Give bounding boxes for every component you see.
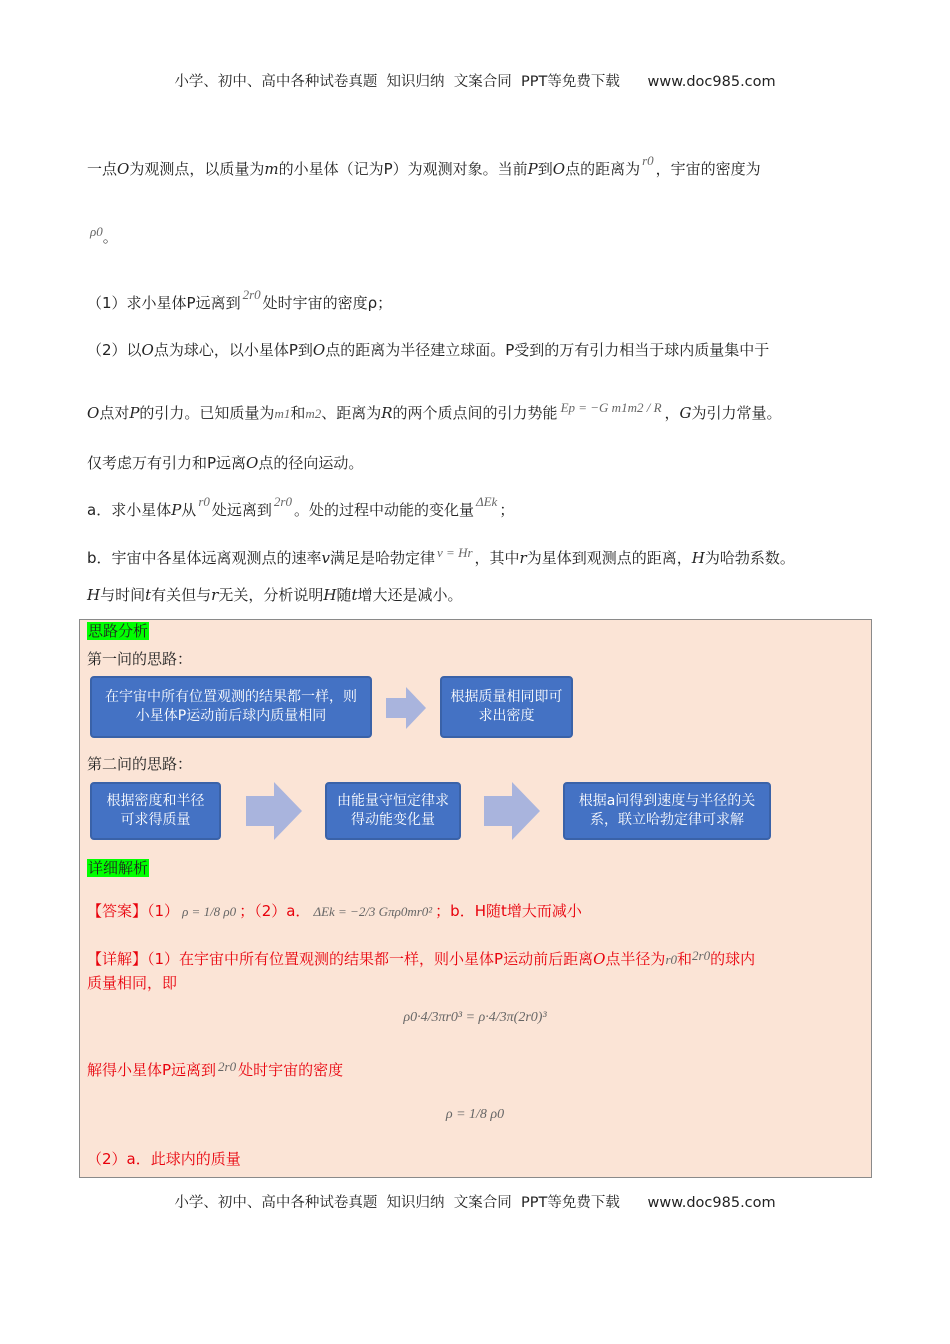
var-O: O	[552, 160, 566, 178]
text: 的小星体（记为P）为观测对象。当前	[278, 160, 528, 178]
text: 为星体到观测点的距离，	[526, 549, 692, 567]
var-r: r	[519, 549, 527, 567]
text: 仅考虑万有引力和P远离	[87, 454, 247, 472]
flow-box-q2-2: 由能量守恒定律求得动能变化量	[325, 782, 461, 840]
flow-arrow-icon	[386, 687, 426, 729]
var-H: H	[691, 549, 705, 567]
text: ，其中	[474, 549, 520, 567]
text: 处时宇宙的密度ρ；	[262, 294, 393, 312]
equation-1: ρ0·4/3πr0³ = ρ·4/3π(2r0)³	[403, 1010, 547, 1025]
text: 的引力。已知质量为	[139, 404, 275, 422]
text: 和	[290, 404, 306, 422]
q2-thinking-label: 第二问的思路：	[87, 755, 193, 773]
text: 随	[336, 586, 352, 604]
text: 到	[537, 160, 553, 178]
text: 的两个质点间的引力势能	[392, 404, 558, 422]
text: 有关但与	[151, 586, 212, 604]
text: 为观测点，以质量为	[129, 160, 265, 178]
text: ，宇宙的密度为	[655, 160, 761, 178]
text: 解得小星体P远离到	[87, 1061, 217, 1079]
var-O: O	[141, 341, 154, 359]
text: 点对	[99, 404, 130, 422]
var-P: P	[527, 160, 538, 178]
text: 的球内	[710, 950, 756, 968]
text: 点半径为	[605, 950, 666, 968]
q1-thinking-label: 第一问的思路：	[87, 650, 193, 668]
solve-line	[87, 1059, 343, 1082]
formula-m1: m1	[274, 406, 291, 421]
formula-answer-2a: ΔEk = −2/3 Gπρ0mr0²	[313, 904, 433, 919]
var-R: R	[381, 404, 393, 422]
problem-line-1	[87, 153, 761, 181]
text: 。	[102, 228, 118, 246]
problem-line-2	[90, 226, 118, 249]
page-header: 小学、初中、高中各种试卷真题 知识归纳 文案合同 PPT等免费下载 www.doc985.com	[174, 74, 776, 90]
formula-2r0: 2r0	[218, 1059, 237, 1074]
var-O: O	[246, 454, 259, 472]
formula-answer-1: ρ = 1/8 ρ0	[182, 904, 237, 919]
formula-2r0: 2r0	[273, 494, 292, 509]
detail-tag: 【详解】	[87, 950, 148, 968]
text: 为引力常量。	[691, 404, 782, 422]
text: 增大还是减小。	[357, 586, 463, 604]
question-a	[87, 494, 515, 522]
text: 点的距离为	[565, 160, 641, 178]
question-1	[87, 287, 393, 315]
formula-dek: ΔEk	[475, 494, 498, 509]
formula-r0: r0	[642, 153, 654, 168]
equation-2: ρ = 1/8 ρ0	[445, 1107, 505, 1122]
var-t: t	[351, 586, 358, 604]
text: 点的径向运动。	[258, 454, 364, 472]
var-H: H	[87, 586, 101, 604]
var-O: O	[117, 160, 130, 178]
question-2-line-3	[87, 452, 363, 474]
formula-ep: Ep = −G m1m2 / R	[560, 400, 662, 415]
flow-arrow-icon	[484, 782, 540, 840]
text: ，	[664, 404, 680, 422]
text: （2）以	[87, 341, 142, 359]
question-b-line-1	[87, 547, 795, 570]
highlight-label: 思路分析	[88, 622, 149, 640]
flow-box-q1-2: 根据质量相同即可求出密度	[440, 676, 573, 738]
flow-box-q2-1: 根据密度和半径可求得质量	[90, 782, 221, 840]
formula-m2: m2	[305, 406, 322, 421]
answer-2b: H随t增大而减小	[474, 902, 582, 920]
detail-line-1	[87, 948, 755, 971]
question-2-line-1	[87, 339, 769, 361]
highlight-label: 详细解析	[88, 859, 149, 877]
text: （1）	[147, 902, 180, 920]
var-O: O	[312, 341, 326, 359]
var-O: O	[593, 950, 606, 968]
var-m: m	[264, 160, 279, 178]
text: 从	[181, 501, 197, 519]
text: 为哈勃系数。	[704, 549, 795, 567]
var-H: H	[323, 586, 337, 604]
text: 处远离到	[211, 501, 272, 519]
formula-rho0: ρ0	[90, 224, 103, 239]
formula-2r0: 2r0	[692, 948, 711, 963]
detail-line-2: 质量相同，即	[87, 974, 178, 992]
analysis-title	[87, 620, 149, 641]
text: a．求小星体	[87, 501, 172, 519]
text: 。处的过程中动能的变化量	[293, 501, 474, 519]
text: ；b．	[435, 902, 475, 920]
text: 处时宇宙的密度	[238, 1061, 344, 1079]
part-2a-line: （2）a．此球内的质量	[87, 1150, 241, 1168]
formula-hubble: v = Hr	[437, 545, 473, 560]
answer-tag: 【答案】	[87, 902, 148, 920]
text: （1）求小星体P远离到	[87, 294, 241, 312]
var-P: P	[129, 404, 140, 422]
text: 一点	[87, 160, 118, 178]
formula-r0: r0	[198, 494, 210, 509]
flow-arrow-icon	[246, 782, 302, 840]
formula-2r0: 2r0	[242, 287, 261, 302]
detail-title	[87, 857, 149, 878]
text: 满足是哈勃定律	[330, 549, 436, 567]
text: 、距离为	[321, 404, 382, 422]
text: 和	[677, 950, 693, 968]
var-r: r	[211, 586, 219, 604]
text: ；	[499, 501, 515, 519]
question-b-line-2	[87, 584, 463, 606]
var-G: G	[679, 404, 692, 422]
var-t: t	[145, 586, 152, 604]
flow-box-q1-1: 在宇宙中所有位置观测的结果都一样，则小星体P运动前后球内质量相同	[90, 676, 372, 738]
text: （1）在宇宙中所有位置观测的结果都一样，则小星体P运动前后距离	[147, 950, 594, 968]
var-P: P	[171, 501, 182, 519]
text: 点的距离为半径建立球面。P受到的万有引力相当于球内质量集中于	[325, 341, 770, 359]
var-O: O	[87, 404, 100, 422]
var-v: v	[321, 549, 331, 567]
text: b．宇宙中各星体远离观测点的速率	[87, 549, 322, 567]
text: ；（2）a．	[239, 902, 311, 920]
flow-box-q2-3: 根据a问得到速度与半径的关系，联立哈勃定律可求解	[563, 782, 771, 840]
text: 与时间	[100, 586, 146, 604]
answer-line	[87, 900, 582, 923]
text: 点为球心，以小星体P到	[153, 341, 313, 359]
page-footer: 小学、初中、高中各种试卷真题 知识归纳 文案合同 PPT等免费下载 www.doc985.com	[174, 1195, 776, 1211]
question-2-line-2	[87, 402, 782, 425]
formula-r0: r0	[665, 952, 677, 967]
text: 无关，分析说明	[218, 586, 324, 604]
